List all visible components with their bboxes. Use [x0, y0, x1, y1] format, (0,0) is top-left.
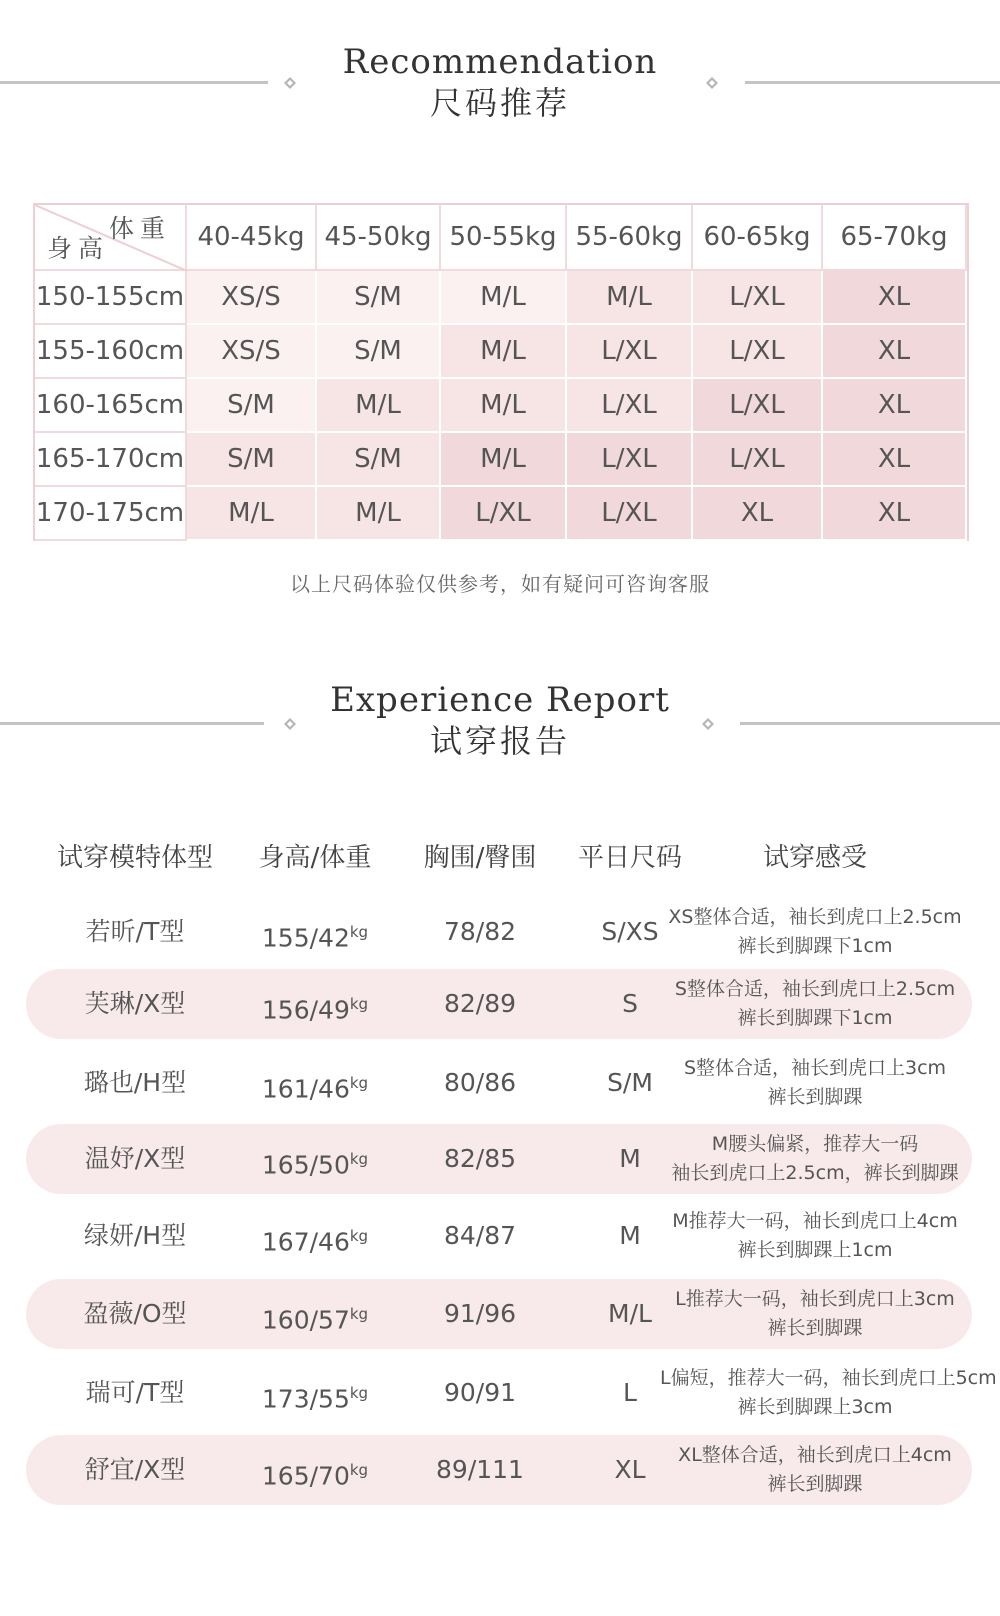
- size-cell: S/M: [317, 325, 441, 379]
- size-cell: M/L: [187, 487, 317, 541]
- fit-feedback-line: M腰头偏紧，推荐大一码: [711, 1133, 919, 1155]
- size-row: [35, 325, 967, 379]
- size-cell: L/XL: [567, 325, 693, 379]
- height-weight-value: 161/46: [261, 1074, 350, 1104]
- height-label: 165-170cm: [35, 433, 187, 487]
- size-cell: XL: [823, 433, 967, 487]
- size-row: [35, 487, 967, 541]
- height-weight-value: 167/46: [261, 1227, 350, 1257]
- bust-hip: 91/96: [443, 1299, 517, 1328]
- size-row: [35, 433, 967, 487]
- recommendation-title-cn: 尺码推荐: [429, 84, 570, 122]
- fit-feedback-line: 裤长到脚踝上3cm: [737, 1396, 893, 1418]
- size-cell: S/M: [187, 433, 317, 487]
- fit-feedback: [660, 1285, 970, 1343]
- weight-unit: kg: [349, 1305, 369, 1323]
- usual-size: M: [619, 1221, 641, 1250]
- weight-unit: kg: [349, 1461, 369, 1479]
- height-weight-value: 165/70: [261, 1461, 350, 1491]
- size-cell: XL: [823, 325, 967, 379]
- size-note: 以上尺码体验仅供参考，如有疑问可咨询客服: [290, 572, 710, 596]
- experience-header: [0, 680, 1000, 762]
- usual-size: L: [623, 1378, 637, 1407]
- size-cell: L/XL: [441, 487, 567, 541]
- usual-size: S: [622, 989, 638, 1018]
- size-row: [35, 271, 967, 325]
- height-weight: [240, 1063, 390, 1109]
- model-name: 舒宜/X型: [84, 1455, 186, 1484]
- size-cell: M/L: [317, 487, 441, 541]
- model-name: 绿妍/H型: [83, 1221, 187, 1250]
- model-name: 盈薇/O型: [83, 1299, 187, 1328]
- height-weight: [240, 1139, 390, 1185]
- fit-feedback-line: S整体合适，袖长到虎口上2.5cm: [674, 978, 956, 1000]
- weight-unit: kg: [349, 995, 369, 1013]
- divider-right: [740, 722, 1000, 725]
- weight-unit: kg: [349, 1227, 369, 1245]
- corner-height-label: 身高: [47, 234, 110, 263]
- height-weight-value: 160/57: [261, 1305, 350, 1335]
- usual-size: XL: [614, 1455, 646, 1484]
- report-header-bust-hip: 胸围/臀围: [423, 843, 537, 873]
- fit-feedback-line: L推荐大一码，袖长到虎口上3cm: [675, 1288, 955, 1310]
- height-weight-value: 165/50: [261, 1150, 350, 1180]
- weight-header: 60-65kg: [693, 205, 823, 271]
- experience-title-en: Experience Report: [330, 680, 670, 720]
- size-cell: M/L: [567, 271, 693, 325]
- bust-hip: 82/85: [443, 1144, 517, 1173]
- fit-feedback: [660, 975, 970, 1033]
- fit-feedback-line: 裤长到脚踝: [767, 1473, 863, 1495]
- corner-weight-label: 体重: [108, 214, 171, 243]
- height-label: 150-155cm: [35, 271, 187, 325]
- size-cell: L/XL: [567, 379, 693, 433]
- height-weight: [240, 1450, 390, 1496]
- fit-feedback-line: 裤长到脚踝上1cm: [737, 1239, 893, 1261]
- fit-feedback-line: XL整体合适，袖长到虎口上4cm: [678, 1444, 952, 1466]
- model-name: 芙琳/X型: [84, 989, 186, 1018]
- size-cell: M/L: [441, 325, 567, 379]
- bust-hip: 82/89: [443, 989, 517, 1018]
- report-header-usual-size: 平日尺码: [577, 843, 682, 873]
- height-weight: [240, 1216, 390, 1262]
- fit-feedback-line: XS整体合适，袖长到虎口上2.5cm: [668, 906, 962, 928]
- size-cell: XS/S: [187, 325, 317, 379]
- divider-left: [0, 722, 264, 725]
- fit-feedback: [660, 1441, 970, 1499]
- size-cell: S/M: [317, 433, 441, 487]
- fit-feedback-line: 袖长到虎口上2.5cm，裤长到脚踝: [671, 1162, 959, 1184]
- height-weight: [240, 1373, 390, 1419]
- weight-header: 50-55kg: [441, 205, 567, 271]
- fit-feedback: [660, 1364, 997, 1422]
- height-weight: [240, 984, 390, 1030]
- experience-title-cn: 试穿报告: [429, 722, 570, 760]
- usual-size: M/L: [608, 1299, 652, 1328]
- divider-left: [0, 81, 268, 84]
- size-cell: M/L: [441, 433, 567, 487]
- weight-header-row: [35, 205, 967, 271]
- size-chart-table: [33, 203, 969, 541]
- usual-size: M: [619, 1144, 641, 1173]
- height-label: 160-165cm: [35, 379, 187, 433]
- model-name: 温妤/X型: [84, 1144, 186, 1173]
- size-cell: XS/S: [187, 271, 317, 325]
- weight-unit: kg: [349, 1384, 369, 1402]
- fit-feedback: [660, 1054, 970, 1112]
- divider-right: [745, 81, 1000, 84]
- height-weight-value: 156/49: [261, 995, 350, 1025]
- fit-feedback-line: 裤长到脚踝下1cm: [737, 935, 893, 957]
- weight-unit: kg: [349, 923, 369, 941]
- size-cell: M/L: [441, 379, 567, 433]
- size-cell: S/M: [187, 379, 317, 433]
- report-header-fit: 试穿感受: [762, 843, 867, 873]
- height-weight: [240, 912, 390, 958]
- report-header-height-weight: 身高/体重: [258, 843, 372, 873]
- size-cell: L/XL: [693, 325, 823, 379]
- size-cell: L/XL: [693, 271, 823, 325]
- model-name: 若昕/T型: [85, 917, 185, 946]
- height-weight-value: 173/55: [261, 1384, 350, 1414]
- size-cell: M/L: [317, 379, 441, 433]
- bust-hip: 80/86: [443, 1068, 517, 1097]
- size-cell: M/L: [441, 271, 567, 325]
- height-label: 170-175cm: [35, 487, 187, 541]
- weight-header: 45-50kg: [317, 205, 441, 271]
- bust-hip: 89/111: [436, 1455, 524, 1484]
- weight-unit: kg: [349, 1074, 369, 1092]
- height-label: 155-160cm: [35, 325, 187, 379]
- weight-header: 65-70kg: [823, 205, 967, 271]
- fit-feedback-line: L偏短，推荐大一码，袖长到虎口上5cm: [660, 1367, 997, 1389]
- diamond-ornament-icon: [700, 716, 716, 732]
- size-cell: XL: [823, 271, 967, 325]
- fit-feedback-line: 裤长到脚踝: [767, 1086, 863, 1108]
- bust-hip: 78/82: [443, 917, 517, 946]
- fit-feedback: [660, 1207, 970, 1265]
- model-name: 璐也/H型: [83, 1068, 187, 1097]
- usual-size: S/M: [607, 1068, 653, 1097]
- fit-feedback-line: 裤长到脚踝下1cm: [737, 1007, 893, 1029]
- size-cell: L/XL: [693, 379, 823, 433]
- diamond-ornament-icon: [282, 75, 298, 91]
- bust-hip: 84/87: [443, 1221, 517, 1250]
- weight-header: 55-60kg: [567, 205, 693, 271]
- size-cell: L/XL: [567, 433, 693, 487]
- size-cell: XL: [693, 487, 823, 541]
- weight-unit: kg: [349, 1150, 369, 1168]
- fit-feedback: [660, 1130, 970, 1188]
- recommendation-title-en: Recommendation: [342, 42, 658, 82]
- report-header-model: 试穿模特体型: [56, 843, 213, 873]
- fit-feedback-line: M推荐大一码，袖长到虎口上4cm: [672, 1210, 958, 1232]
- size-cell: S/M: [317, 271, 441, 325]
- height-weight-value: 155/42: [261, 923, 350, 953]
- height-weight: [240, 1294, 390, 1340]
- bust-hip: 90/91: [443, 1378, 517, 1407]
- diamond-ornament-icon: [704, 75, 720, 91]
- size-cell: L/XL: [567, 487, 693, 541]
- size-cell: XL: [823, 487, 967, 541]
- size-cell: L/XL: [693, 433, 823, 487]
- diamond-ornament-icon: [282, 716, 298, 732]
- weight-header: 40-45kg: [187, 205, 317, 271]
- size-cell: XL: [823, 379, 967, 433]
- fit-feedback: [660, 903, 970, 961]
- usual-size: S/XS: [601, 917, 659, 946]
- fit-feedback-line: S整体合适，袖长到虎口上3cm: [683, 1057, 947, 1079]
- model-name: 瑞可/T型: [85, 1378, 185, 1407]
- fit-feedback-line: 裤长到脚踝: [767, 1317, 863, 1339]
- size-row: [35, 379, 967, 433]
